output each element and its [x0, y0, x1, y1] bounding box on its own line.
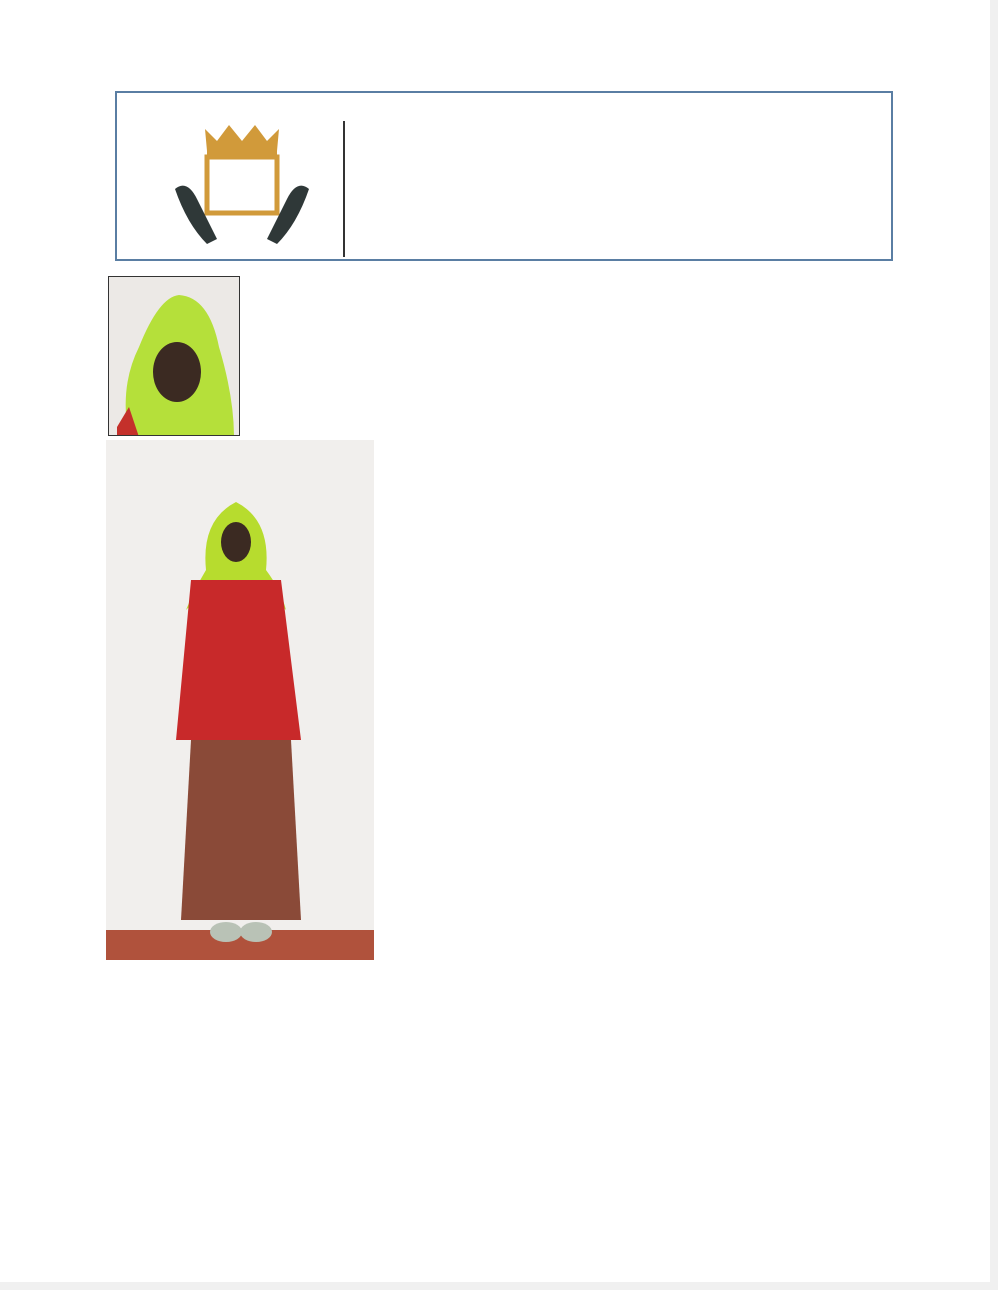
portrait-photo	[108, 276, 240, 436]
full-body-photo	[106, 440, 374, 960]
full-body-image-icon	[106, 440, 374, 960]
logo-separator	[343, 121, 345, 257]
company-logo-icon	[167, 119, 317, 259]
company-header	[115, 91, 893, 261]
portrait-image-icon	[109, 277, 240, 436]
